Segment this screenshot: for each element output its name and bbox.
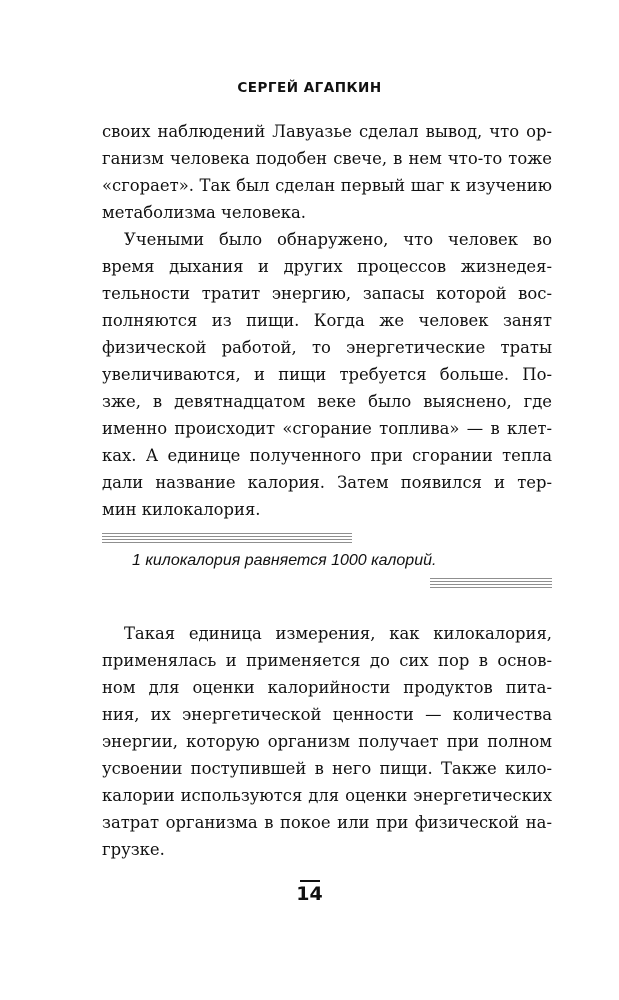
body-line: тельности тратит энергию, запасы которой вос- (102, 284, 552, 303)
body-line: Учеными было обнаружено, что человек во (124, 230, 552, 249)
body-line: метаболизма человека. (102, 203, 307, 222)
body-line: время дыхания и других процессов жизнедея- (102, 257, 552, 276)
callout-rule-top (102, 533, 352, 543)
page-number-bar (300, 880, 320, 882)
body-line: калории используются для оценки энергетических (102, 786, 552, 805)
body-line: именно происходит «сгорание топлива» — в клет- (102, 419, 552, 438)
body-line: зже, в девятнадцатом веке было выяснено, где (102, 392, 552, 411)
body-line: грузке. (102, 840, 165, 859)
body-line: энергии, которую организм получает при полном (102, 732, 552, 751)
body-line: физической работой, то энергетические траты (102, 338, 552, 357)
body-line: применялась и применяется до сих пор в основ- (102, 651, 552, 670)
body-line: «сгорает». Так был сделан первый шаг к изучению (102, 176, 552, 195)
body-line: ганизм человека подобен свече, в нем что-то тоже (102, 149, 552, 168)
body-line: Такая единица измерения, как килокалория, (124, 624, 552, 643)
running-header: СЕРГЕЙ АГАПКИН (237, 80, 382, 96)
body-line: ках. А единице полученного при сгорании тепла (102, 446, 552, 465)
body-line: мин килокалория. (102, 500, 261, 519)
body-line: ном для оценки калорийности продуктов пита- (102, 678, 552, 697)
body-line: своих наблюдений Лавуазье сделал вывод, что ор- (102, 122, 552, 141)
callout-rule-bottom (430, 578, 552, 588)
callout-text: 1 килокалория равняется 1000 калорий. (132, 552, 437, 569)
body-line: усвоении поступившей в него пищи. Также кило- (102, 759, 552, 778)
body-line: затрат организма в покое или при физической на- (102, 813, 552, 832)
body-line: дали название калория. Затем появился и тер- (102, 473, 552, 492)
page-number: 14 (296, 883, 323, 905)
body-line: ния, их энергетической ценности — количества (102, 705, 552, 724)
body-line: увеличиваются, и пищи требуется больше. По- (102, 365, 552, 384)
body-line: полняются из пищи. Когда же человек занят (102, 311, 552, 330)
